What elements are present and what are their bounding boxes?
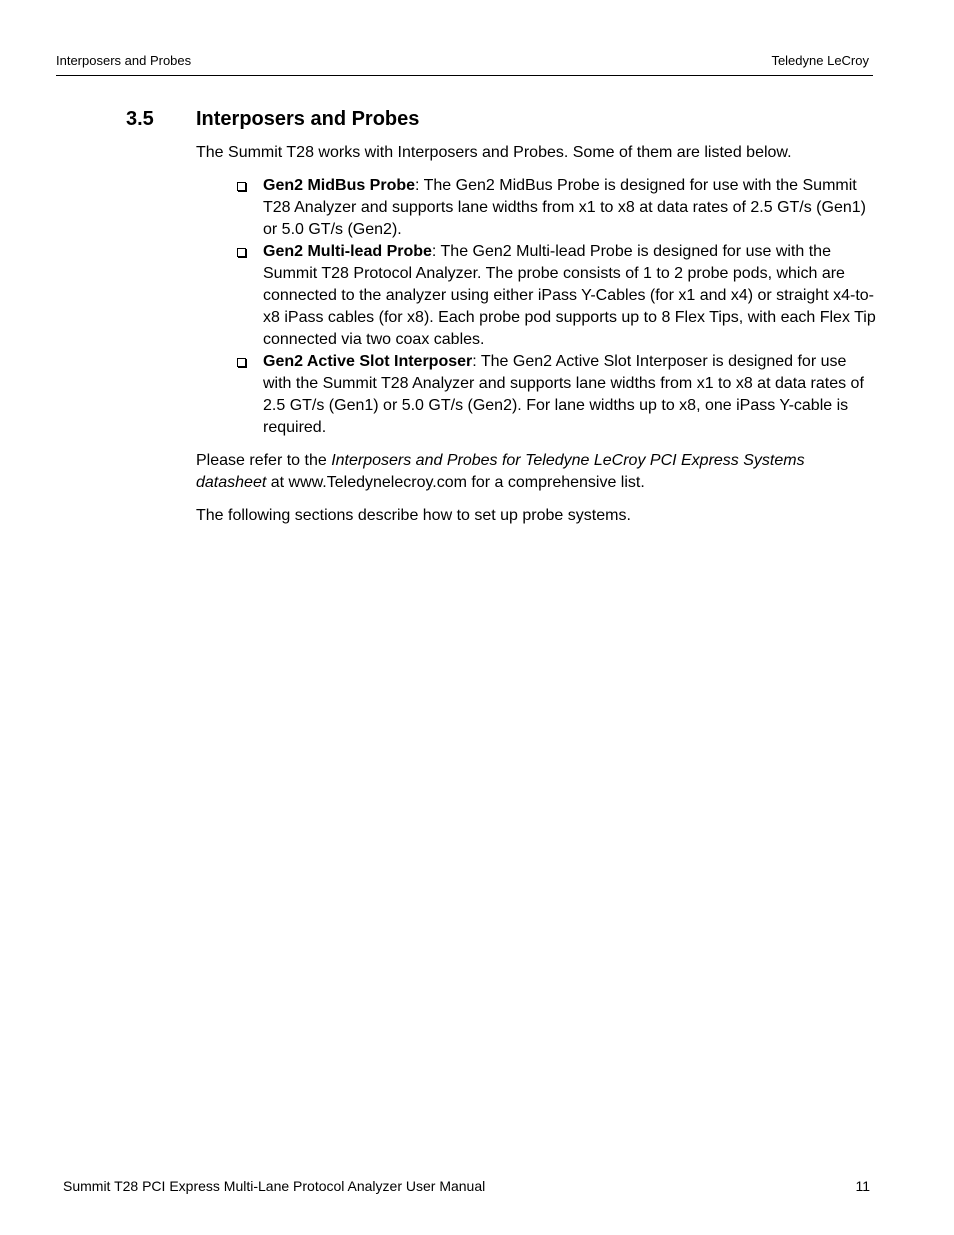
datasheet-title: Interposers and Probes for Teledyne LeCroy PCI Express Systems datasheet xyxy=(196,452,805,491)
running-header xyxy=(56,51,873,76)
page-number: 11 xyxy=(855,1178,870,1194)
list-item-term: Gen2 Multi-lead Probe xyxy=(263,243,432,260)
footer-manual-title: Summit T28 PCI Express Multi-Lane Protocol Analyzer User Manual xyxy=(63,1178,486,1194)
intro-paragraph: The Summit T28 works with Interposers and Probes. Some of them are listed below. xyxy=(196,144,792,161)
header-company-name: Teledyne LeCroy xyxy=(771,53,869,68)
section-body xyxy=(196,142,876,527)
reference-paragraph xyxy=(196,450,876,494)
list-item-term: Gen2 Active Slot Interposer xyxy=(263,353,473,370)
checkbox-bullet-icon xyxy=(237,358,246,367)
list-item-description: : The Gen2 Multi-lead Probe is designed for use with the Summit T28 Protocol Analyzer. The probe consists of 1 to 2 probe pods, which are connected to the analyzer using either iPass Y-Cables (for x1 and x4) or straight x4-to-x8 iPass cables (for x8). Each probe pod supports up to 8 Flex Tips, with each Flex Tip connected via two coax cables. xyxy=(263,243,876,348)
list-item-term: Gen2 MidBus Probe xyxy=(263,177,416,194)
list-item-midbus-probe xyxy=(263,175,876,241)
section-heading xyxy=(126,106,419,132)
probe-list xyxy=(196,175,876,439)
list-item-description: : The Gen2 Active Slot Interposer is designed for use with the Summit T28 Analyzer and supports lane widths from x1 to x8 at data rates of 2.5 GT/s (Gen1) or 5.0 GT/s (Gen2). For lane widths up to x8, one iPass Y-cable is required. xyxy=(263,353,864,436)
list-item-multi-lead-probe xyxy=(263,241,876,351)
section-title: Interposers and Probes xyxy=(196,108,420,130)
reference-prefix: Please refer to the xyxy=(196,452,332,469)
checkbox-bullet-icon xyxy=(237,182,246,191)
section-number: 3.5 xyxy=(126,108,154,130)
checkbox-bullet-icon xyxy=(237,248,246,257)
closing-paragraph: The following sections describe how to set up probe systems. xyxy=(196,507,631,524)
list-item-description: : The Gen2 MidBus Probe is designed for use with the Summit T28 Analyzer and supports lane widths from x1 to x8 at data rates of 2.5 GT/s (Gen1) or 5.0 GT/s (Gen2). xyxy=(263,177,866,238)
reference-suffix: at www.Teledynelecroy.com for a comprehensive list. xyxy=(266,474,645,491)
header-chapter-title: Interposers and Probes xyxy=(56,53,192,68)
list-item-active-slot-interposer xyxy=(263,351,876,439)
